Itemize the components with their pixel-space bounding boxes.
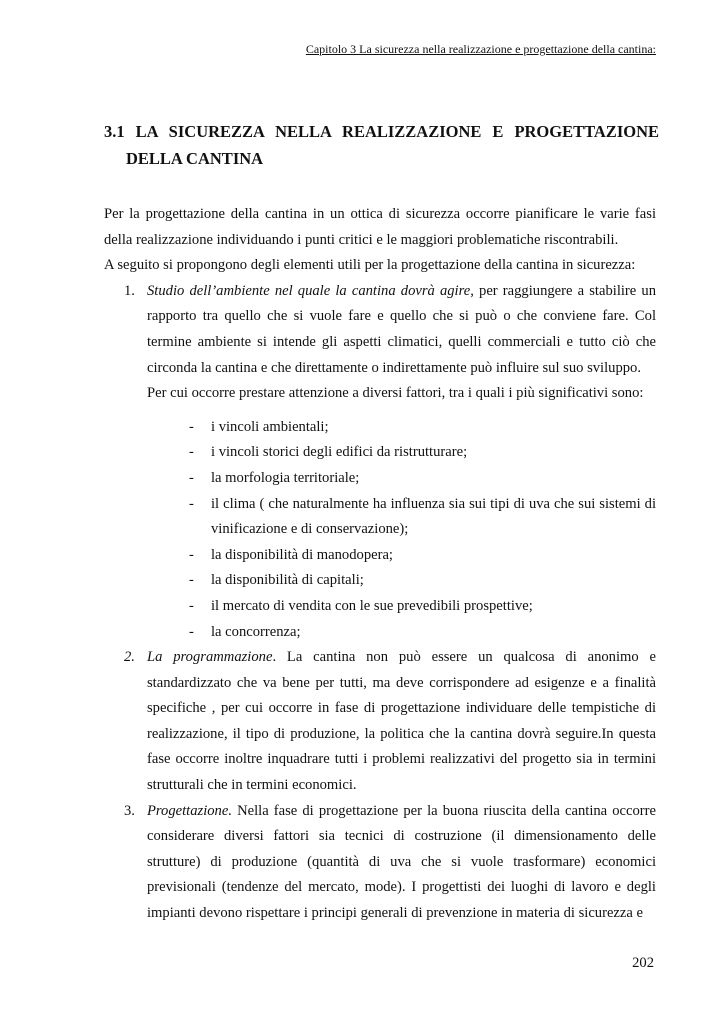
dash-bullet: - xyxy=(189,623,194,640)
list-item-title: Studio dell’ambiente nel quale la cantina dovrà agire xyxy=(147,282,471,299)
list-item-text: Nella fase di progettazione per la buona riuscita della cantina occorre considerare diversi fattori sia tecnici di costruzione (il dimensionamento delle strutture) di produzione (quantità di uva che si vuole trasformare) economici previsionali (tendenze del mercato, mode). I progettisti dei luoghi di lavoro e degli impianti devono rispettare i principi generali di prevenzione in materia di sicurezza e xyxy=(147,802,656,922)
section-heading-line1: 3.1 LA SICUREZZA NELLA REALIZZAZIONE E PROGETTAZIONE xyxy=(104,122,659,141)
intro-list-lead: A seguito si propongono degli elementi utili per la progettazione della cantina in sicurezza: xyxy=(104,257,636,274)
list-item-number: 1. xyxy=(124,282,135,299)
factor-item: - la concorrenza; xyxy=(104,620,656,646)
dash-bullet: - xyxy=(189,418,194,435)
intro-paragraph: Per la progettazione della cantina in un ottica di sicurezza occorre pianificare le varie fasi della realizzazione individuando i punti critici e le maggiori problematiche riscontrabili. xyxy=(104,206,656,248)
dash-bullet: - xyxy=(189,546,194,563)
running-header: Capitolo 3 La sicurezza nella realizzazione e progettazione della cantina: xyxy=(305,42,656,56)
factor-item: - la morfologia territoriale; xyxy=(104,466,656,492)
factor-item: - il mercato di vendita con le sue prevedibili prospettive; xyxy=(104,594,656,620)
factor-item: - i vincoli ambientali; xyxy=(104,415,656,441)
factor-item: - la disponibilità di capitali; xyxy=(104,568,656,594)
list-item-number: 3. xyxy=(124,802,135,819)
list-item-number: 2. xyxy=(124,649,135,666)
factors-intro: Per cui occorre prestare attenzione a diversi fattori, tra i quali i più significativi sono: xyxy=(147,385,644,402)
list-item-text: . La cantina non può essere un qualcosa di anonimo e standardizzato che va bene per tutti, ma deve corrispondere ad esigenze e a finalità specifiche , per cui occorre in fase di progettazione individuare delle tempistiche di realizzazione, il tipo di produzione, la politica che la cantina dovrà seguire.In questa fase occorre inoltre inquadrare tutti i problemi realizzativi del progetto sia in termini strutturali che in termini economici. xyxy=(147,649,656,794)
dash-bullet: - xyxy=(189,597,194,614)
list-item-2 xyxy=(104,645,656,799)
factor-item: - i vincoli storici degli edifici da ristrutturare; xyxy=(104,440,656,466)
dash-bullet: - xyxy=(189,444,194,461)
dash-bullet: - xyxy=(189,469,194,486)
factors-list xyxy=(104,415,656,645)
list-item-text: , per raggiungere a stabilire un rapporto tra quello che si vuole fare e quello che si può o che conviene fare. Col termine ambiente si intende gli aspetti climatici, quelli commerciali e tutto ciò che circonda la cantina e che direttamente o indirettamente può influire sul suo sviluppo. xyxy=(147,282,657,376)
page-number: 202 xyxy=(632,955,654,971)
list-item-title: La programmazione xyxy=(147,649,273,666)
dash-bullet: - xyxy=(189,572,194,589)
body-text xyxy=(104,202,656,927)
list-item-title: Progettazione. xyxy=(147,802,232,819)
list-item-3 xyxy=(104,799,656,927)
dash-bullet: - xyxy=(189,495,194,512)
factor-item: - il clima ( che naturalmente ha influenza sia sui tipi di uva che sui sistemi di vinificazione e di conservazione); xyxy=(104,492,656,543)
factor-item: - la disponibilità di manodopera; xyxy=(104,543,656,569)
list-item-1 xyxy=(104,279,656,381)
section-heading-line2: DELLA CANTINA xyxy=(126,149,264,168)
section-heading xyxy=(104,118,659,172)
